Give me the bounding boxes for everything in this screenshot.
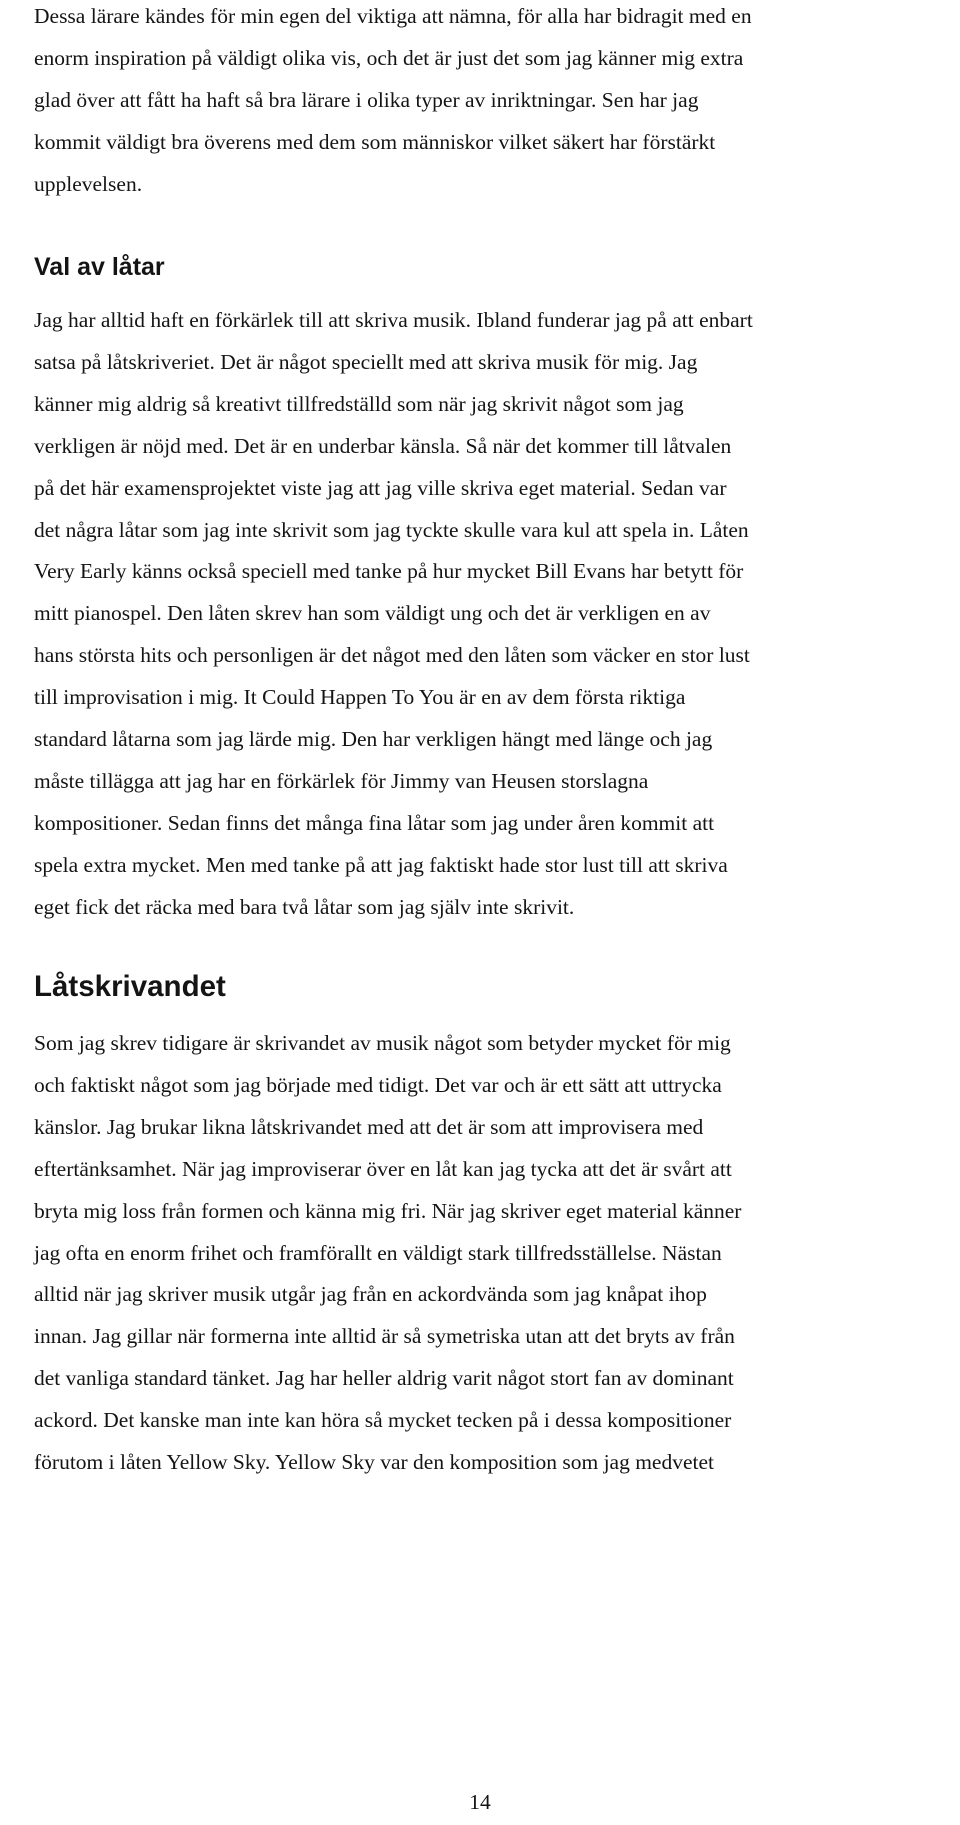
paragraph-line: jag ofta en enorm frihet och framförallt en väldigt stark tillfredsställelse. Nästan xyxy=(34,1240,722,1265)
paragraph-line: till improvisation i mig. It Could Happen To You är en av dem första riktiga xyxy=(34,685,686,710)
paragraph-line: eget fick det räcka med bara två låtar som jag själv inte skrivit. xyxy=(34,894,575,919)
paragraph-line: kommit väldigt bra överens med dem som människor vilket säkert har förstärkt xyxy=(34,129,716,154)
paragraph-line: satsa på låtskriveriet. Det är något speciellt med att skriva musik för mig. Jag xyxy=(34,349,698,374)
paragraph-line: spela extra mycket. Men med tanke på att jag faktiskt hade stor lust till att skriva xyxy=(34,852,728,877)
section-heading-val-av-latar: Val av låtar xyxy=(34,253,165,281)
paragraph-line: innan. Jag gillar när formerna inte alltid är så symetriska utan att det bryts av från xyxy=(34,1324,735,1349)
paragraph-line: kompositioner. Sedan finns det många fina låtar som jag under åren kommit att xyxy=(34,810,715,835)
paragraph-line: glad över att fått ha haft så bra lärare i olika typer av inriktningar. Sen har jag xyxy=(34,87,699,112)
paragraph-line: enorm inspiration på väldigt olika vis, och det är just det som jag känner mig extra xyxy=(34,45,744,70)
page-number: 14 xyxy=(469,1790,491,1814)
section-heading-latskrivandet: Låtskrivandet xyxy=(34,970,226,1003)
paragraph-line: Very Early känns också speciell med tanke på hur mycket Bill Evans har betytt för xyxy=(34,559,744,584)
paragraph-line: hans största hits och personligen är det något med den låten som väcker en stor lust xyxy=(34,643,750,668)
paragraph-line: upplevelsen. xyxy=(34,171,143,196)
paragraph-line: Jag har alltid haft en förkärlek till att skriva musik. Ibland funderar jag på att enbart xyxy=(34,308,753,332)
paragraph-line: Som jag skrev tidigare är skrivandet av musik något som betyder mycket för mig xyxy=(34,1031,731,1055)
paragraph-line: det några låtar som jag inte skrivit som jag tyckte skulle vara kul att spela in. Låten xyxy=(34,517,749,542)
paragraph-line: alltid när jag skriver musik utgår jag från en ackordvända som jag knåpat ihop xyxy=(34,1282,707,1307)
paragraph-line: måste tillägga att jag har en förkärlek för Jimmy van Heusen storslagna xyxy=(34,768,649,793)
paragraph-line: bryta mig loss från formen och känna mig fri. När jag skriver eget material känner xyxy=(34,1198,742,1223)
paragraph-line: på det här examensprojektet viste jag att jag ville skriva eget material. Sedan var xyxy=(34,475,727,500)
paragraph-line: verkligen är nöjd med. Det är en underbar känsla. Så när det kommer till låtvalen xyxy=(34,433,732,458)
paragraph-line: det vanliga standard tänket. Jag har heller aldrig varit något stort fan av dominant xyxy=(34,1366,734,1391)
paragraph-line: ackord. Det kanske man inte kan höra så mycket tecken på i dessa kompositioner xyxy=(34,1408,732,1433)
paragraph-line: förutom i låten Yellow Sky. Yellow Sky var den komposition som jag medvetet xyxy=(34,1450,715,1475)
val-av-latar-paragraph xyxy=(34,300,956,929)
latskrivandet-paragraph xyxy=(34,1023,956,1484)
paragraph-line: och faktiskt något som jag började med tidigt. Det var och är ett sätt att uttrycka xyxy=(34,1072,722,1097)
paragraph-line: eftertänksamhet. När jag improviserar över en låt kan jag tycka att det är svårt att xyxy=(34,1156,732,1181)
paragraph-line: Dessa lärare kändes för min egen del viktiga att nämna, för alla har bidragit med en xyxy=(34,4,752,28)
paragraph-line: mitt pianospel. Den låten skrev han som väldigt ung och det är verkligen en av xyxy=(34,601,711,626)
intro-paragraph xyxy=(34,0,956,206)
paragraph-line: känslor. Jag brukar likna låtskrivandet med att det är som att improvisera med xyxy=(34,1114,704,1139)
paragraph-line: standard låtarna som jag lärde mig. Den har verkligen hängt med länge och jag xyxy=(34,727,713,752)
paragraph-line: känner mig aldrig så kreativt tillfredställd som när jag skrivit något som jag xyxy=(34,391,684,416)
